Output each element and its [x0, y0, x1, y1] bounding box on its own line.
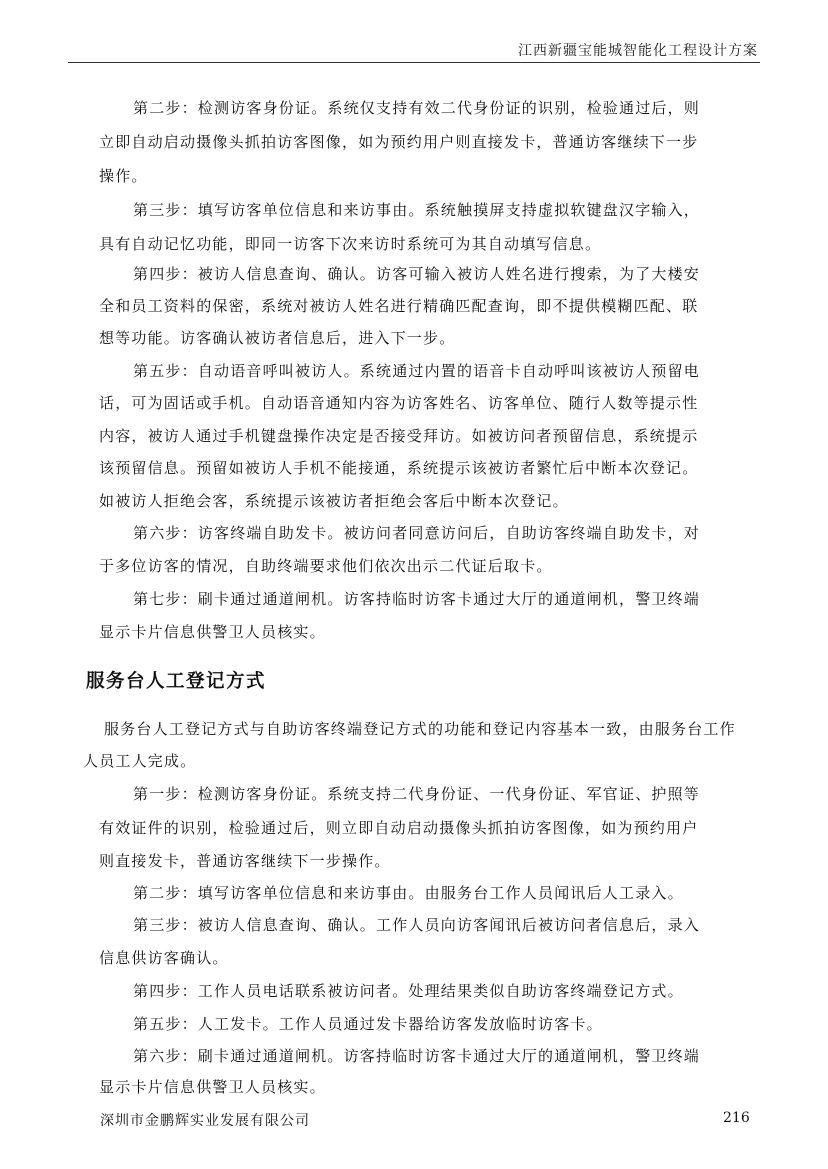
paragraph-line: 立即自动启动摄像头抓拍访客图像，如为预约用户则直接发卡，普通访客继续下一步	[99, 133, 699, 151]
section-heading: 服务台人工登记方式	[86, 671, 267, 692]
paragraph-line: 服务台人工登记方式与自助访客终端登记方式的功能和登记内容基本一致，由服务台工作	[104, 720, 736, 738]
header-rule	[68, 62, 760, 63]
paragraph-line: 信息供访客确认。	[99, 949, 229, 967]
paragraph-line: 第六步：访客终端自助发卡。被访问者同意访问后，自助访客终端自助发卡，对	[133, 524, 701, 542]
paragraph-line: 显示卡片信息供警卫人员核实。	[99, 623, 326, 641]
paragraph-line: 第三步：被访人信息查询、确认。工作人员向访客闻讯后被访问者信息后，录入	[133, 916, 701, 934]
paragraph-line: 内容，被访人通过手机键盘操作决定是否接受拜访。如被访问者预留信息，系统提示	[99, 427, 699, 445]
paragraph-line: 第七步：刷卡通过通道闸机。访客持临时访客卡通过大厅的通道闸机，警卫终端	[133, 590, 701, 608]
paragraph-line: 操作。	[99, 167, 148, 185]
paragraph-line: 则直接发卡，普通访客继续下一步操作。	[99, 852, 391, 870]
paragraph-line: 显示卡片信息供警卫人员核实。	[99, 1078, 326, 1096]
paragraph-line: 人员工人完成。	[83, 752, 197, 770]
paragraph-line: 第二步：检测访客身份证。系统仅支持有效二代身份证的识别，检验通过后，则	[133, 99, 701, 117]
header-title: 江西新疆宝能城智能化工程设计方案	[518, 43, 758, 59]
paragraph-line: 第一步：检测访客身份证。系统支持二代身份证、一代身份证、军官证、护照等	[133, 785, 701, 803]
paragraph-line: 全和员工资料的保密，系统对被访人姓名进行精确匹配查询，即不提供模糊匹配、联	[99, 297, 699, 315]
paragraph-line: 第五步：人工发卡。工作人员通过发卡器给访客发放临时访客卡。	[133, 1015, 603, 1033]
paragraph-line: 第五步：自动语音呼叫被访人。系统通过内置的语音卡自动呼叫该被访人预留电	[133, 362, 701, 380]
paragraph-line: 第四步：被访人信息查询、确认。访客可输入被访人姓名进行搜索，为了大楼安	[133, 265, 701, 283]
page-number: 216	[723, 1110, 750, 1126]
paragraph-line: 具有自动记忆功能，即同一访客下次来访时系统可为其自动填写信息。	[99, 235, 602, 253]
paragraph-line: 该预留信息。预留如被访人手机不能接通，系统提示该被访者繁忙后中断本次登记。	[99, 459, 699, 477]
footer-company: 深圳市金鹏辉实业发展有限公司	[100, 1113, 310, 1129]
paragraph-line: 有效证件的识别，检验通过后，则立即自动启动摄像头抓拍访客图像，如为预约用户	[99, 819, 699, 837]
paragraph-line: 第四步：工作人员电话联系被访问者。处理结果类似自助访客终端登记方式。	[133, 982, 684, 1000]
paragraph-line: 想等功能。访客确认被访者信息后，进入下一步。	[99, 329, 456, 347]
paragraph-line: 第六步：刷卡通过通道闸机。访客持临时访客卡通过大厅的通道闸机，警卫终端	[133, 1047, 701, 1065]
paragraph-line: 第二步：填写访客单位信息和来访事由。由服务台工作人员闻讯后人工录入。	[133, 884, 684, 902]
paragraph-line: 第三步：填写访客单位信息和来访事由。系统触摸屏支持虚拟软键盘汉字输入，	[133, 201, 701, 219]
paragraph-line: 话，可为固话或手机。自动语音通知内容为访客姓名、访客单位、随行人数等提示性	[99, 394, 699, 412]
paragraph-line: 于多位访客的情况，自助终端要求他们依次出示二代证后取卡。	[99, 557, 553, 575]
paragraph-line: 如被访人拒绝会客，系统提示该被访者拒绝会客后中断本次登记。	[99, 492, 569, 510]
